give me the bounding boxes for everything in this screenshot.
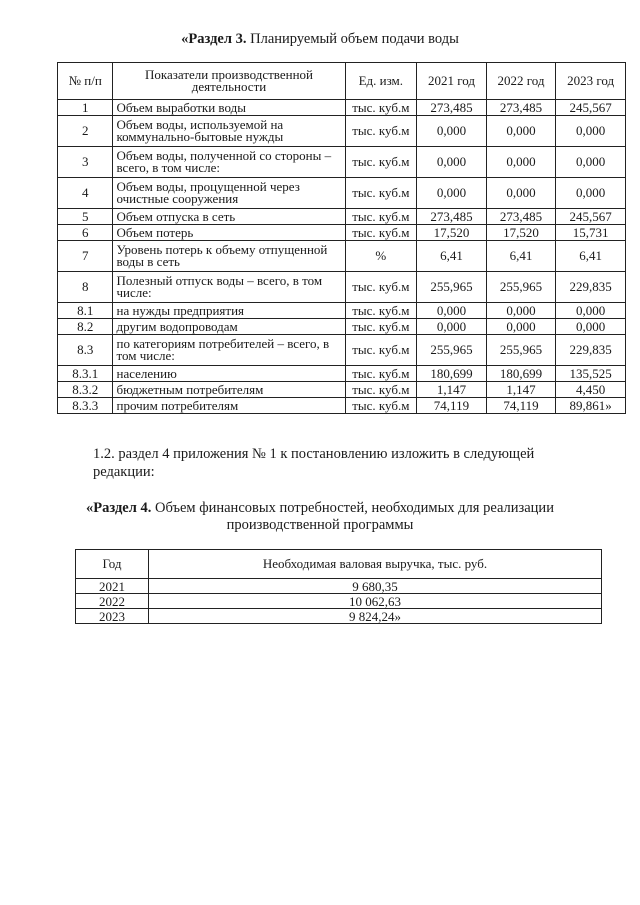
cell-indicator: Объем воды, используемой на коммунально-бытовые нужды [113,116,345,147]
cell-num: 8.3 [58,335,113,366]
cell-num: 8 [58,272,113,303]
cell-2023: 245,567 [556,100,626,116]
section3-title-rest: Планируемый объем подачи воды [246,31,459,47]
cell-unit: тыс. куб.м [345,116,417,147]
cell-2022: 0,000 [486,303,556,319]
cell-2021: 1,147 [417,382,487,398]
cell-unit: тыс. куб.м [345,382,417,398]
cell-2023: 245,567 [556,209,626,225]
cell-num: 5 [58,209,113,225]
header-2021: 2021 год [417,63,487,100]
cell-2023: 15,731 [556,225,626,241]
table-row [58,225,626,241]
cell-indicator: Объем отпуска в сеть [113,209,345,225]
cell-indicator: Объем воды, процущенной через очистные сооружения [113,178,345,209]
cell-2022: 180,699 [486,366,556,382]
cell-2023: 229,835 [556,272,626,303]
cell-num: 6 [58,225,113,241]
cell-2022: 273,485 [486,209,556,225]
cell-2023: 0,000 [556,319,626,335]
table-row [58,366,626,382]
cell-2021: 255,965 [417,272,487,303]
amendment-paragraph-line2: редакции: [93,464,155,480]
cell-unit: тыс. куб.м [345,303,417,319]
cell-indicator: населению [113,366,345,382]
section4-title-rest: Объем финансовых потребностей, необходимых для реализации [151,500,554,516]
cell-num: 8.3.2 [58,382,113,398]
cell-unit: тыс. куб.м [345,178,417,209]
cell-2023: 0,000 [556,116,626,147]
cell-2021: 74,119 [417,398,487,414]
section3-title-bold: «Раздел 3. [181,31,247,47]
cell-indicator: другим водопроводам [113,319,345,335]
cell-2021: 0,000 [417,116,487,147]
section3-title [0,30,640,48]
cell-2021: 0,000 [417,319,487,335]
header-year: Год [76,550,149,579]
cell-unit: тыс. куб.м [345,225,417,241]
table-row [58,116,626,147]
cell-2022: 1,147 [486,382,556,398]
cell-unit: тыс. куб.м [345,100,417,116]
header-num: № п/п [58,63,113,100]
cell-year: 2022 [76,594,149,609]
table-header-row [58,63,626,100]
cell-num: 3 [58,147,113,178]
cell-indicator: Полезный отпуск воды – всего, в том числе: [113,272,345,303]
header-2022: 2022 год [486,63,556,100]
cell-unit: тыс. куб.м [345,335,417,366]
cell-2023: 135,525 [556,366,626,382]
cell-2022: 74,119 [486,398,556,414]
cell-unit: тыс. куб.м [345,209,417,225]
cell-num: 2 [58,116,113,147]
cell-2022: 17,520 [486,225,556,241]
table-header-row [76,550,602,579]
cell-num: 8.1 [58,303,113,319]
cell-2023: 0,000 [556,147,626,178]
header-indicator: Показатели производственной деятельности [113,63,345,100]
cell-2021: 6,41 [417,241,487,272]
cell-2021: 0,000 [417,303,487,319]
section4-title-line2: производственной программы [226,517,414,533]
cell-num: 7 [58,241,113,272]
header-unit: Ед. изм. [345,63,417,100]
cell-revenue: 9 680,35 [149,579,602,594]
cell-2023: 4,450 [556,382,626,398]
table-row [58,382,626,398]
header-2023: 2023 год [556,63,626,100]
table-row [58,272,626,303]
cell-unit: тыс. куб.м [345,366,417,382]
cell-indicator: на нужды предприятия [113,303,345,319]
cell-indicator: Объем потерь [113,225,345,241]
financial-needs-table-body [76,579,602,624]
cell-2023: 6,41 [556,241,626,272]
cell-num: 8.2 [58,319,113,335]
cell-num: 8.3.1 [58,366,113,382]
cell-2023: 89,861» [556,398,626,414]
cell-2022: 0,000 [486,319,556,335]
table-row [58,319,626,335]
cell-2022: 255,965 [486,272,556,303]
water-supply-table [57,62,626,414]
section4-title-bold: «Раздел 4. [86,500,152,516]
cell-unit: % [345,241,417,272]
cell-2022: 273,485 [486,100,556,116]
cell-indicator: по категориям потребителей – всего, в том числе: [113,335,345,366]
table-row [58,303,626,319]
cell-unit: тыс. куб.м [345,398,417,414]
table-row [58,100,626,116]
financial-needs-table [75,549,602,624]
cell-2022: 0,000 [486,178,556,209]
cell-year: 2021 [76,579,149,594]
cell-unit: тыс. куб.м [345,319,417,335]
table-row [76,579,602,594]
cell-2023: 0,000 [556,303,626,319]
cell-revenue: 9 824,24» [149,609,602,624]
cell-2023: 0,000 [556,178,626,209]
cell-2021: 0,000 [417,178,487,209]
cell-2021: 273,485 [417,100,487,116]
cell-2021: 255,965 [417,335,487,366]
cell-num: 1 [58,100,113,116]
cell-indicator: Уровень потерь к объему отпущенной воды в сеть [113,241,345,272]
section4-title [0,499,640,517]
cell-unit: тыс. куб.м [345,147,417,178]
table-row [58,147,626,178]
table-row [58,178,626,209]
cell-indicator: прочим потребителям [113,398,345,414]
cell-2021: 180,699 [417,366,487,382]
cell-2022: 0,000 [486,147,556,178]
cell-2022: 6,41 [486,241,556,272]
cell-indicator: бюджетным потребителям [113,382,345,398]
cell-2021: 0,000 [417,147,487,178]
table-row [58,209,626,225]
cell-2022: 255,965 [486,335,556,366]
water-supply-table-body [58,100,626,414]
cell-2023: 229,835 [556,335,626,366]
cell-year: 2023 [76,609,149,624]
cell-2022: 0,000 [486,116,556,147]
table-row [58,241,626,272]
header-revenue: Необходимая валовая выручка, тыс. руб. [149,550,602,579]
table-row [76,609,602,624]
table-row [76,594,602,609]
cell-num: 8.3.3 [58,398,113,414]
table-row [58,398,626,414]
table-row [58,335,626,366]
cell-indicator: Объем воды, полученной со стороны – всего, в том числе: [113,147,345,178]
cell-unit: тыс. куб.м [345,272,417,303]
amendment-paragraph-line1: 1.2. раздел 4 приложения № 1 к постановлению изложить в следующей [93,446,535,462]
cell-2021: 273,485 [417,209,487,225]
cell-indicator: Объем выработки воды [113,100,345,116]
cell-2021: 17,520 [417,225,487,241]
cell-revenue: 10 062,63 [149,594,602,609]
cell-num: 4 [58,178,113,209]
